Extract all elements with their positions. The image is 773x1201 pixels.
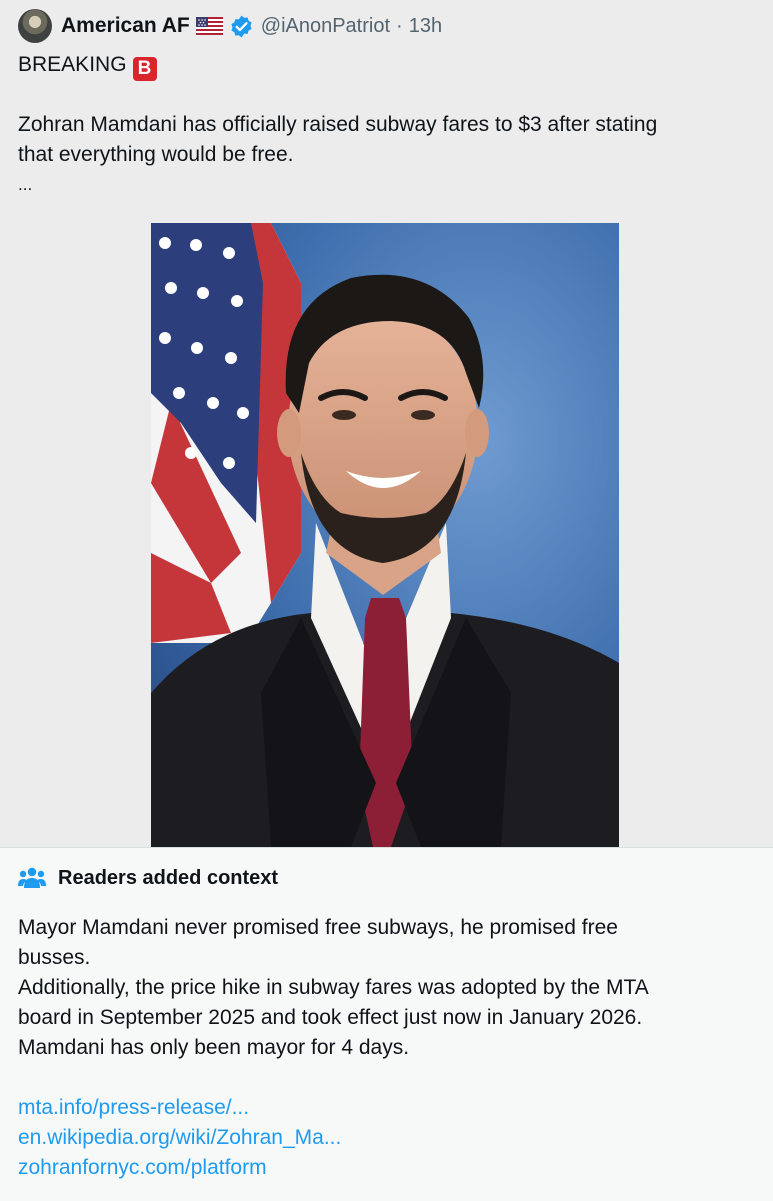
verified-badge-icon[interactable] (229, 14, 254, 39)
community-note (0, 847, 773, 1201)
author-handle[interactable]: @iAnonPatriot (260, 14, 391, 37)
note-link-platform[interactable]: zohranfornyc.com/platform (18, 1156, 267, 1179)
post-photo[interactable] (151, 223, 619, 847)
people-icon (18, 866, 46, 890)
show-more-ellipsis[interactable]: ... (18, 175, 33, 194)
tweet-header (18, 8, 442, 44)
note-link-wikipedia[interactable]: en.wikipedia.org/wiki/Zohran_Ma... (18, 1126, 342, 1149)
portrait-image (151, 223, 619, 847)
post-text-line-2: that everything would be free. (18, 143, 294, 166)
note-line-2: busses. (18, 946, 91, 969)
note-line-4: board in September 2025 and took effect just now in January 2026. (18, 1006, 643, 1029)
note-title: Readers added context (58, 866, 279, 889)
display-name[interactable]: American AF (61, 14, 190, 37)
post-time[interactable]: 13h (408, 14, 443, 37)
note-line-3: Additionally, the price hike in subway fares was adopted by the MTA (18, 976, 649, 999)
breaking-line (18, 50, 157, 81)
separator-dot: · (396, 14, 403, 37)
note-line-5: Mamdani has only been mayor for 4 days. (18, 1036, 410, 1059)
post-text-line-1: Zohran Mamdani has officially raised subway fares to $3 after stating (18, 113, 658, 136)
note-header (18, 866, 278, 890)
b-button-emoji-icon: B (133, 57, 157, 81)
note-line-1: Mayor Mamdani never promised free subways, he promised free (18, 916, 618, 939)
avatar[interactable] (18, 9, 52, 43)
breaking-label: BREAKING (18, 53, 127, 76)
note-link-mta[interactable]: mta.info/press-release/... (18, 1096, 250, 1119)
us-flag-icon (196, 17, 223, 35)
